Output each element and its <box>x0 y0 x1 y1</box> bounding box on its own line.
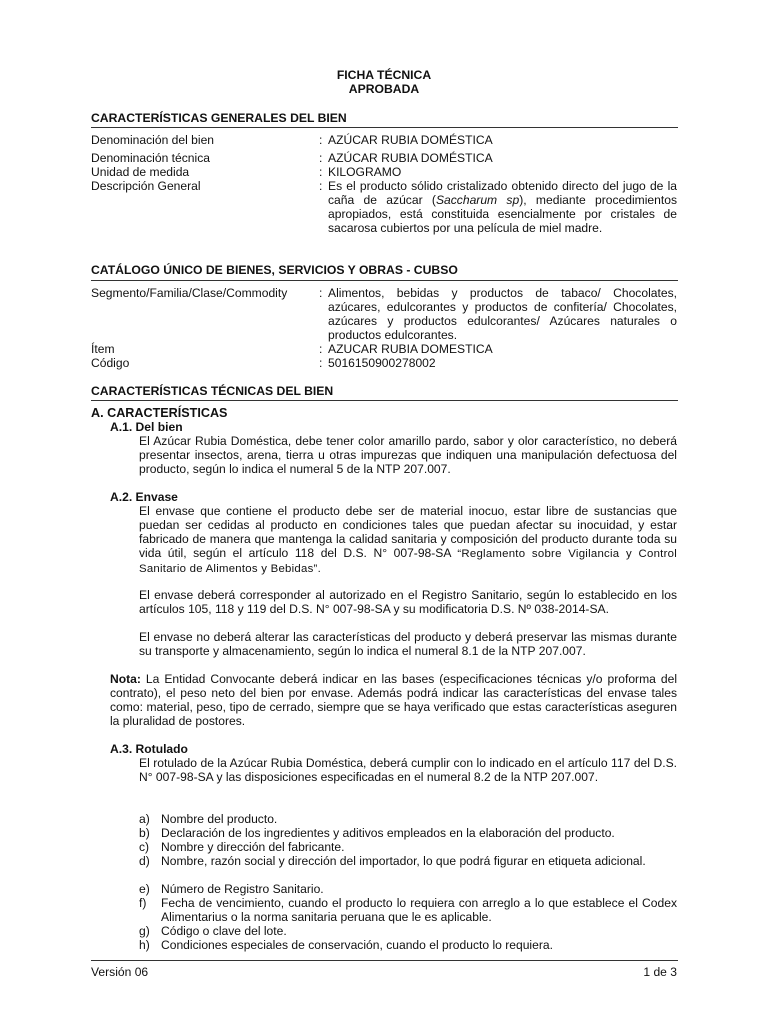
field-label: Segmento/Familia/Clase/Commodity <box>91 286 288 300</box>
a2-paragraph-3: El envase no deberá alterar las características del producto y deberá preservar las mismas durante su transporte y almacenamiento, según lo indica el numeral 8.1 de la NTP 207.007. <box>139 630 677 658</box>
list-item-text: Fecha de vencimiento, cuando el producto lo requiera con arreglo a lo que establece el Codex Alimentarius o la norma sanitaria peruana que le es aplicable. <box>161 896 677 924</box>
description-text: Es el producto sólido cristalizado obtenido directo del jugo de la caña de azúcar ( <box>328 179 677 207</box>
a1-paragraph: El Azúcar Rubia Doméstica, debe tener color amarillo pardo, sabor y olor característico, no deberá presentar insectos, arena, tierra u otras impurezas que indiquen una manipulación defectuosa del producto, según lo indica el numeral 5 de la NTP 207.007. <box>139 434 677 476</box>
description-text: ), mediante procedimientos apropiados, está constituida esencialmente por cristales de sacarosa cubiertos por una película de miel madre. <box>328 192 677 235</box>
field-colon: : <box>319 342 323 356</box>
field-label: Unidad de medida <box>91 165 190 179</box>
section-cubso-heading: CATÁLOGO ÚNICO DE BIENES, SERVICIOS Y OBRAS - CUBSO <box>91 263 458 277</box>
a3-paragraph: El rotulado de la Azúcar Rubia Doméstica, deberá cumplir con lo indicado en el artículo 117 del D.S. N° 007-98-SA y las disposiciones especificadas en el numeral 8.2 de la NTP 207.007. <box>139 756 677 784</box>
field-colon: : <box>319 286 323 300</box>
species-name: Saccharum sp <box>435 192 520 207</box>
footer-version: Versión 06 <box>91 965 149 979</box>
section-technical-heading: CARACTERÍSTICAS TÉCNICAS DEL BIEN <box>91 384 334 398</box>
field-colon: : <box>319 356 323 370</box>
section-general-heading: CARACTERÍSTICAS GENERALES DEL BIEN <box>91 111 347 125</box>
field-label: Denominación del bien <box>91 133 215 147</box>
field-colon: : <box>319 133 323 147</box>
document-subtitle: APROBADA <box>348 82 420 96</box>
section-divider <box>91 127 678 128</box>
field-value: AZÚCAR RUBIA DOMÉSTICA <box>328 133 493 147</box>
note-text: La Entidad Convocante deberá indicar en las bases (especificaciones técnicas y/o proforma del contrato), el peso neto del bien por envase. Además podrá indicar las características del envase tales como: material, peso, tipo de cerrado, siempre que se haya verificado que estas características aseguren la pluralidad de postores. <box>110 672 677 728</box>
field-value: AZUCAR RUBIA DOMESTICA <box>328 342 493 356</box>
general-description <box>328 180 677 236</box>
field-colon: : <box>319 151 323 165</box>
field-value: Alimentos, bebidas y productos de tabaco/ Chocolates, azúcares, edulcorantes y productos de confitería/ Chocolates, azúcares y productos edulcorantes/ Azúcares naturales o productos edulcorantes. <box>328 286 677 342</box>
list-item-text: Número de Registro Sanitario. <box>161 882 324 896</box>
field-value: AZÚCAR RUBIA DOMÉSTICA <box>328 151 493 165</box>
field-value: 5016150900278002 <box>328 356 436 370</box>
field-colon: : <box>319 165 323 179</box>
list-marker: e) <box>139 882 150 896</box>
field-label: Ítem <box>91 342 115 356</box>
field-colon: : <box>319 179 323 193</box>
list-item-text: Nombre, razón social y dirección del importador, lo que podrá figurar en etiqueta adicional. <box>161 854 646 868</box>
footer-page-number: 1 de 3 <box>643 965 677 979</box>
footer-divider <box>91 960 678 961</box>
list-item-text: Declaración de los ingredientes y aditivos empleados en la elaboración del producto. <box>161 826 615 840</box>
field-label: Código <box>91 356 130 370</box>
list-item-text: Nombre del producto. <box>161 812 278 826</box>
subsection-a3-heading: A.3. Rotulado <box>110 742 188 756</box>
document-title: FICHA TÉCNICA <box>336 68 432 82</box>
a2-paragraph-1 <box>139 505 677 577</box>
section-divider <box>91 400 678 401</box>
list-item-text: Nombre y dirección del fabricante. <box>161 840 345 854</box>
field-label: Denominación técnica <box>91 151 210 165</box>
subsection-a2-heading: A.2. Envase <box>110 490 178 504</box>
list-marker: f) <box>139 896 147 910</box>
regulation-title: “Reglamento sobre Vigilancia y Control Sanitario de Alimentos y Bebidas”. <box>139 547 677 575</box>
list-marker: d) <box>139 854 150 868</box>
list-marker: c) <box>139 840 150 854</box>
list-marker: b) <box>139 826 150 840</box>
field-label: Descripción General <box>91 179 201 193</box>
subsection-a1-heading: A.1. Del bien <box>110 420 183 434</box>
paragraph-text: El envase que contiene el producto debe ser de material inocuo, estar libre de sustancias que puedan ser cedidas al producto en condiciones tales que puedan afectar su inocuidad, y estar fabricado de manera que mantenga la calidad sanitaria y composición del producto durante toda su vida útil, según el artículo 118 del D.S. N° 007-98-SA <box>139 504 677 560</box>
list-item-text: Condiciones especiales de conservación, cuando el producto lo requiera. <box>161 938 553 952</box>
list-marker: g) <box>139 924 150 938</box>
field-value: KILOGRAMO <box>328 165 402 179</box>
section-divider <box>91 280 678 281</box>
a2-note <box>110 673 677 729</box>
note-label: Nota: <box>110 672 141 686</box>
list-marker: a) <box>139 812 150 826</box>
subsection-a-heading: A. CARACTERÍSTICAS <box>91 406 228 420</box>
list-item-text: Código o clave del lote. <box>161 924 287 938</box>
list-marker: h) <box>139 938 150 952</box>
a2-paragraph-2: El envase deberá corresponder al autorizado en el Registro Sanitario, según lo establecido en los artículos 105, 118 y 119 del D.S. N° 007-98-SA y su modificatoria D.S. Nº 038-2014-SA. <box>139 588 677 616</box>
